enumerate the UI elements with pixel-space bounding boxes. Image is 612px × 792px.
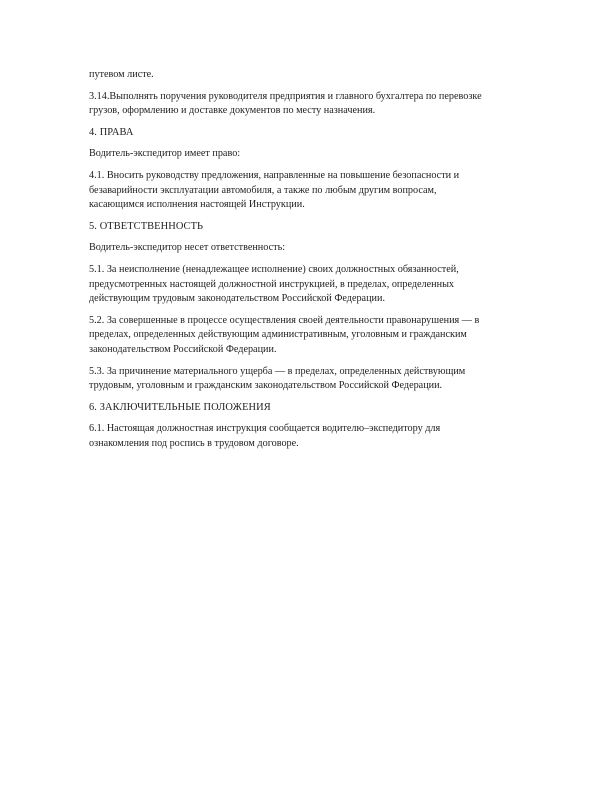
text-line: 3.14.Выполнять поручения руководителя предприятия и главного бухгалтера по перевозке	[89, 90, 482, 102]
text-line: безаварийности эксплуатации автомобиля, а также по любым другим вопросам,	[89, 184, 437, 196]
paragraph	[89, 68, 529, 83]
paragraph	[89, 90, 529, 119]
text-line: 4. ПРАВА	[89, 126, 134, 138]
text-line: предусмотренных настоящей должностной инструкцией, в пределах, определенных	[89, 278, 455, 290]
paragraph	[89, 169, 529, 213]
text-line: грузов, оформлению и доставке документов по месту назначения.	[89, 105, 376, 117]
text-line: Водитель-экспедитор несет ответственность:	[89, 242, 286, 254]
paragraph	[89, 314, 529, 358]
text-line: 4.1. Вносить руководству предложения, направленные на повышение безопасности и	[89, 169, 460, 181]
paragraph	[89, 365, 529, 394]
section-heading	[89, 220, 529, 235]
section-heading	[89, 126, 529, 141]
text-line: 5. ОТВЕТСТВЕННОСТЬ	[89, 220, 204, 232]
text-line: 5.2. За совершенные в процессе осуществления своей деятельности правонарушения — в	[89, 314, 480, 326]
text-line: 5.1. За неисполнение (ненадлежащее исполнение) своих должностных обязанностей,	[89, 263, 459, 275]
paragraph	[89, 241, 529, 256]
section-heading	[89, 401, 529, 416]
text-line: 6. ЗАКЛЮЧИТЕЛЬНЫЕ ПОЛОЖЕНИЯ	[89, 401, 271, 413]
text-line: 5.3. За причинение материального ущерба — в пределах, определенных действующим	[89, 365, 466, 377]
paragraph	[89, 147, 529, 162]
text-line: действующим трудовым законодательством Российской Федерации.	[89, 293, 385, 305]
text-line: путевом листе.	[89, 69, 154, 80]
text-line: трудовым, уголовным и гражданским законодательством Российской Федерации.	[89, 380, 443, 392]
document-body	[89, 68, 529, 458]
text-line: законодательством Российской Федерации.	[89, 343, 277, 355]
text-line: 6.1. Настоящая должностная инструкция сообщается водителю–экспедитору для	[89, 423, 441, 435]
text-line: Водитель-экспедитор имеет право:	[89, 148, 241, 160]
text-line: пределах, определенных действующим административным, уголовным и гражданским	[89, 329, 467, 341]
text-line: ознакомления под роспись в трудовом договоре.	[89, 437, 299, 449]
paragraph	[89, 263, 529, 307]
text-line: касающимся исполнения настоящей Инструкции.	[89, 199, 305, 211]
paragraph	[89, 422, 529, 451]
